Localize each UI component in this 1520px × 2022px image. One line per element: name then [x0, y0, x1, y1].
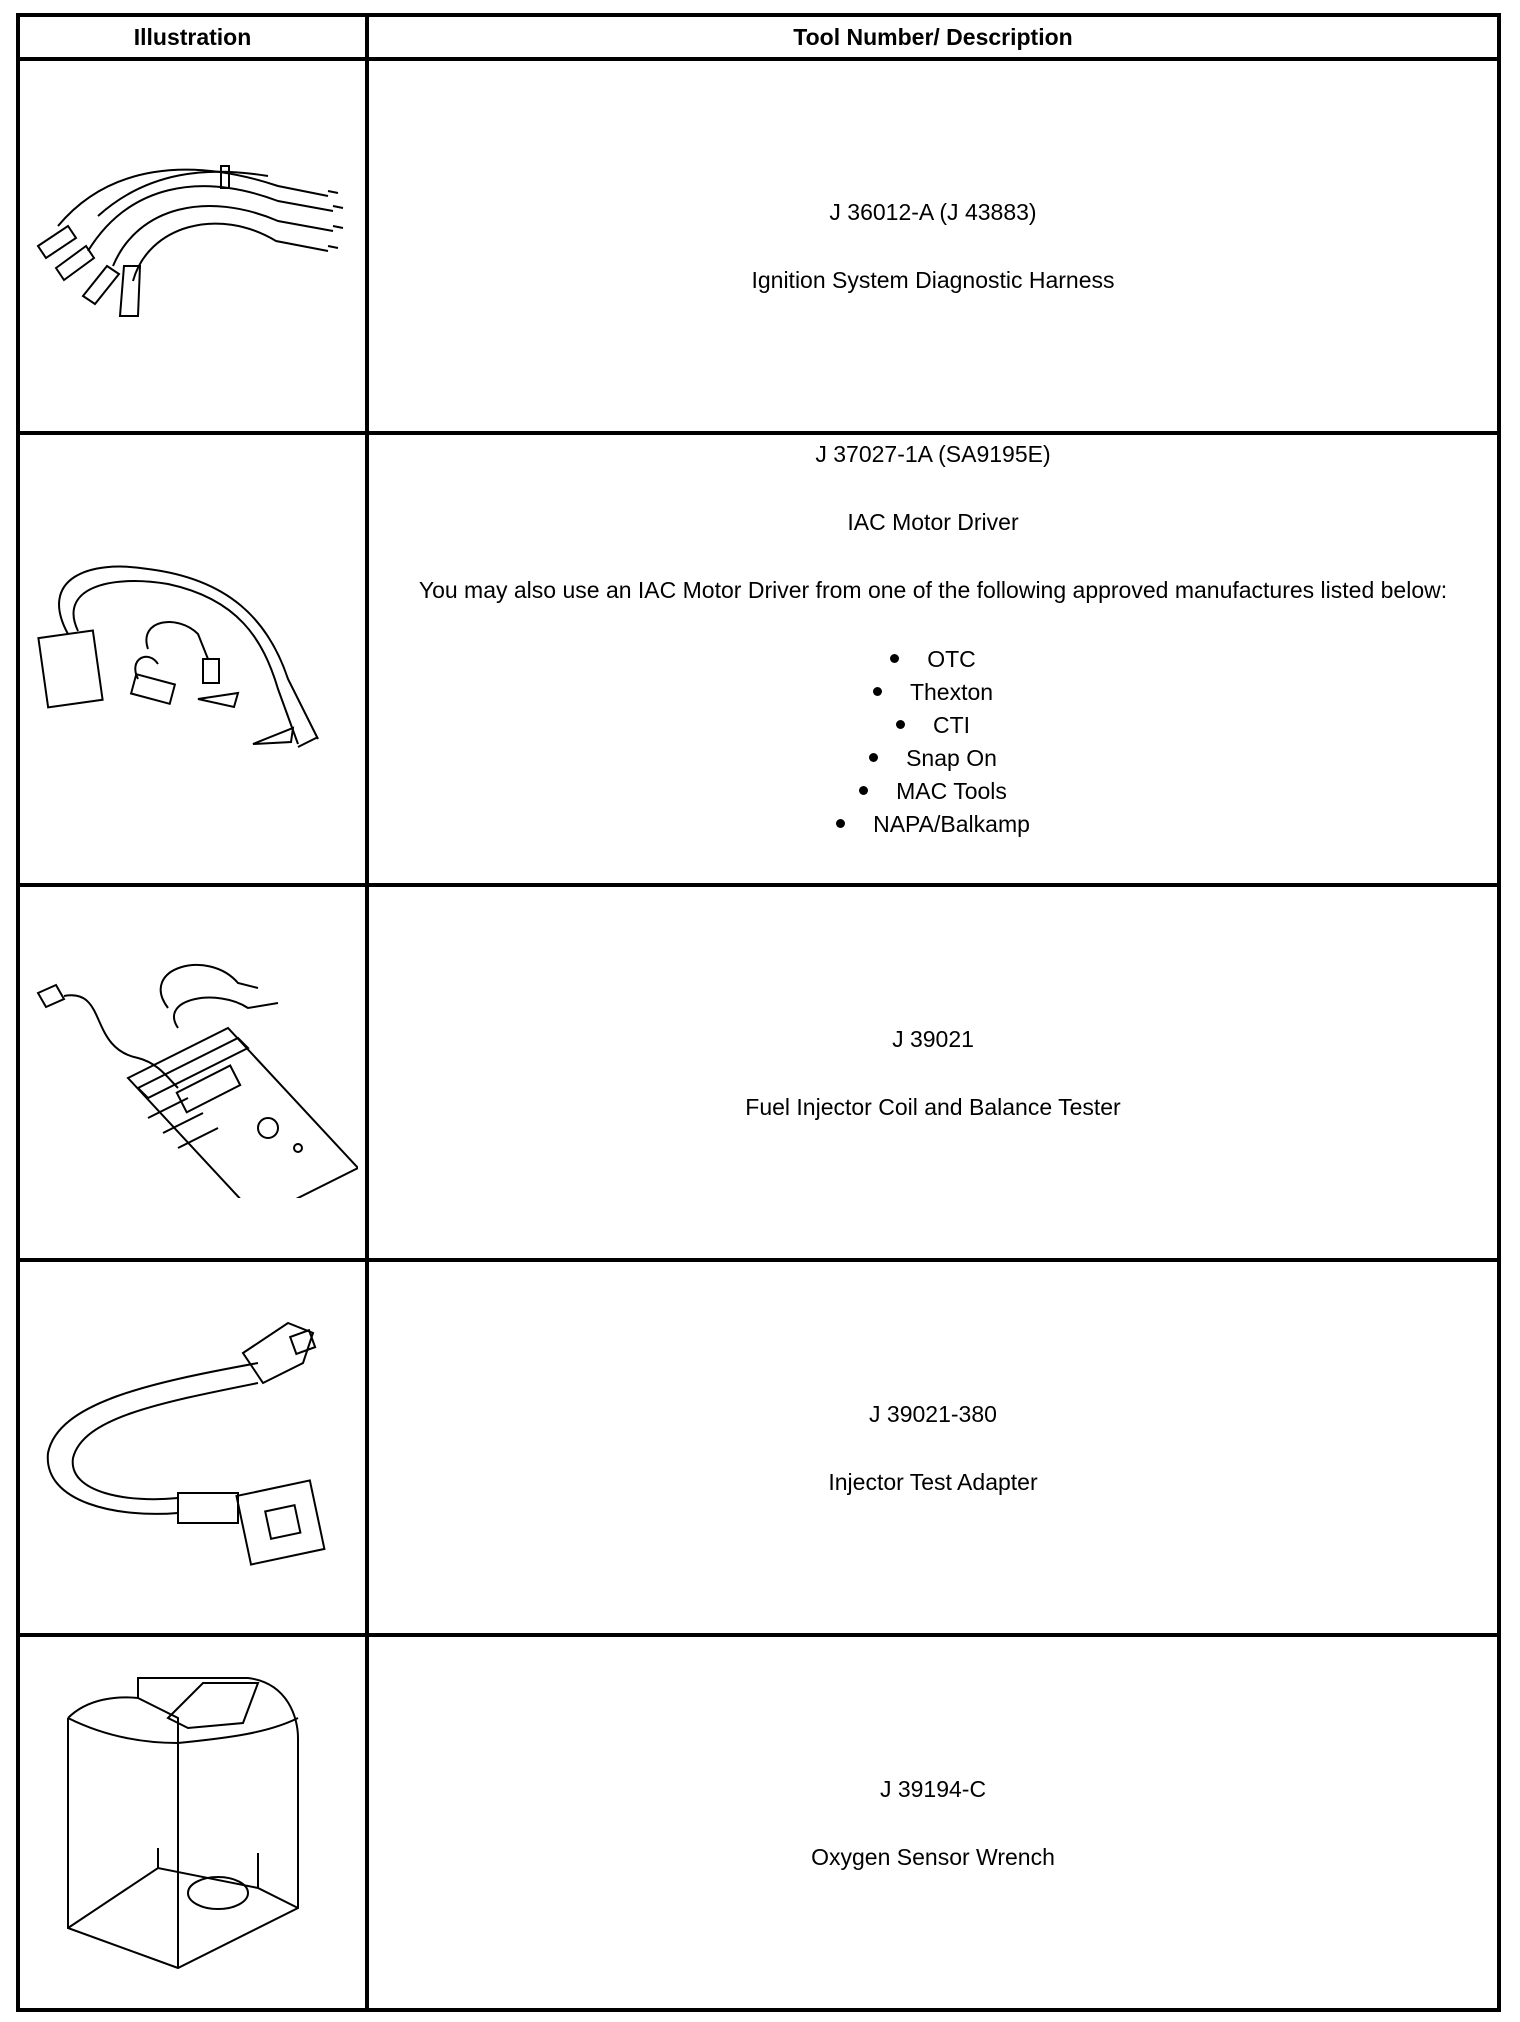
- injector-tester-illustration: [28, 948, 358, 1198]
- tool-number: J 36012-A (J 43883): [829, 199, 1037, 225]
- list-item: CTI: [369, 709, 1497, 742]
- list-item: MAC Tools: [369, 775, 1497, 808]
- oxygen-sensor-wrench-illustration: [28, 1658, 358, 1988]
- bullet-icon: [896, 720, 905, 729]
- bullet-icon: [836, 819, 845, 828]
- bullet-icon: [869, 753, 878, 762]
- illustration-cell: [18, 885, 367, 1260]
- illustration-cell: [18, 1635, 367, 2010]
- tool-number: J 39021: [892, 1025, 974, 1052]
- table-row: [18, 433, 1499, 885]
- manufacturer-list: [369, 643, 1497, 841]
- tool-number: J 39194-C: [879, 1775, 987, 1802]
- illustration-cell: [18, 1260, 367, 1635]
- tool-name: IAC Motor Driver: [847, 509, 1019, 535]
- tool-number: J 37027-1A (SA9195E): [815, 441, 1051, 467]
- injector-adapter-illustration: [28, 1303, 358, 1593]
- header-illustration: Illustration: [18, 15, 367, 59]
- list-item: OTC: [369, 643, 1497, 676]
- list-item: NAPA/Balkamp: [369, 808, 1497, 841]
- description-cell: [367, 59, 1499, 433]
- tool-table: [16, 13, 1501, 2012]
- description-cell: [367, 433, 1499, 885]
- header-description: Tool Number/ Description: [367, 15, 1499, 59]
- table-row: [18, 1260, 1499, 1635]
- list-item: Thexton: [369, 676, 1497, 709]
- ignition-harness-illustration: [28, 146, 358, 346]
- description-cell: [367, 885, 1499, 1260]
- illustration-cell: [18, 433, 367, 885]
- header-row: [18, 15, 1499, 59]
- list-item: Snap On: [369, 742, 1497, 775]
- iac-motor-driver-illustration: [28, 539, 358, 779]
- bullet-icon: [890, 654, 899, 663]
- illustration-cell: [18, 59, 367, 433]
- tool-name: Ignition System Diagnostic Harness: [751, 267, 1115, 293]
- manufacturer-note: You may also use an IAC Motor Driver from one of the following approved manufactures listed below:: [418, 577, 1448, 603]
- description-cell: [367, 1635, 1499, 2010]
- tool-name: Injector Test Adapter: [828, 1468, 1038, 1495]
- tool-name: Fuel Injector Coil and Balance Tester: [745, 1093, 1121, 1120]
- table-row: [18, 59, 1499, 433]
- tool-number: J 39021-380: [869, 1400, 997, 1427]
- table-row: [18, 885, 1499, 1260]
- bullet-icon: [859, 786, 868, 795]
- bullet-icon: [873, 687, 882, 696]
- description-cell: [367, 1260, 1499, 1635]
- table-row: [18, 1635, 1499, 2010]
- tool-name: Oxygen Sensor Wrench: [811, 1843, 1055, 1870]
